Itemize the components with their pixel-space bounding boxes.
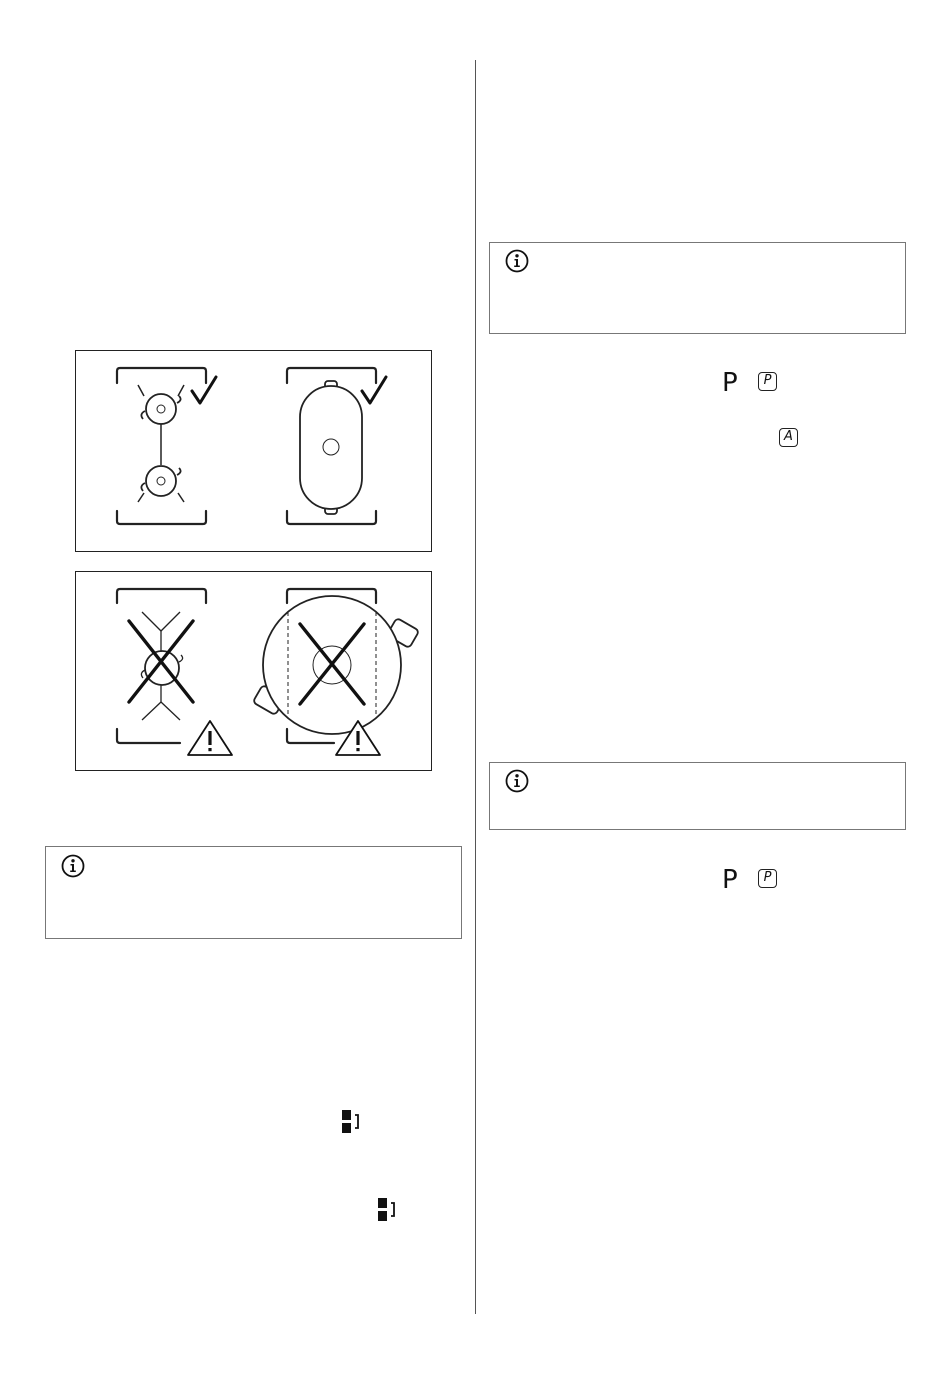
check-mark-icon: [192, 377, 216, 403]
note-box: [489, 242, 906, 334]
note-box: [45, 846, 462, 939]
column-divider: [475, 60, 476, 1314]
info-icon: [505, 249, 529, 273]
incorrect-placement-figure: [75, 571, 432, 771]
bridge-zone-icon: [341, 1109, 363, 1134]
correct-placement-figure: [75, 350, 432, 552]
lcd-p-symbol: P: [758, 372, 777, 391]
incorrect-placement-drawing: [76, 572, 431, 770]
lcd-a-symbol: A: [779, 428, 798, 447]
bridge-zone-icon: [377, 1197, 399, 1222]
warning-triangle-icon: [188, 721, 232, 755]
power-level-symbol: P: [722, 368, 738, 398]
power-level-symbol: P: [722, 865, 738, 895]
zone-bracket-top: [117, 368, 206, 383]
note-box: [489, 762, 906, 830]
check-mark-icon: [362, 377, 386, 403]
zone-bracket-bottom: [117, 511, 206, 524]
correct-placement-drawing: [76, 351, 431, 551]
lcd-p-symbol: P: [758, 869, 777, 888]
info-icon: [61, 854, 85, 878]
info-icon: [505, 769, 529, 793]
